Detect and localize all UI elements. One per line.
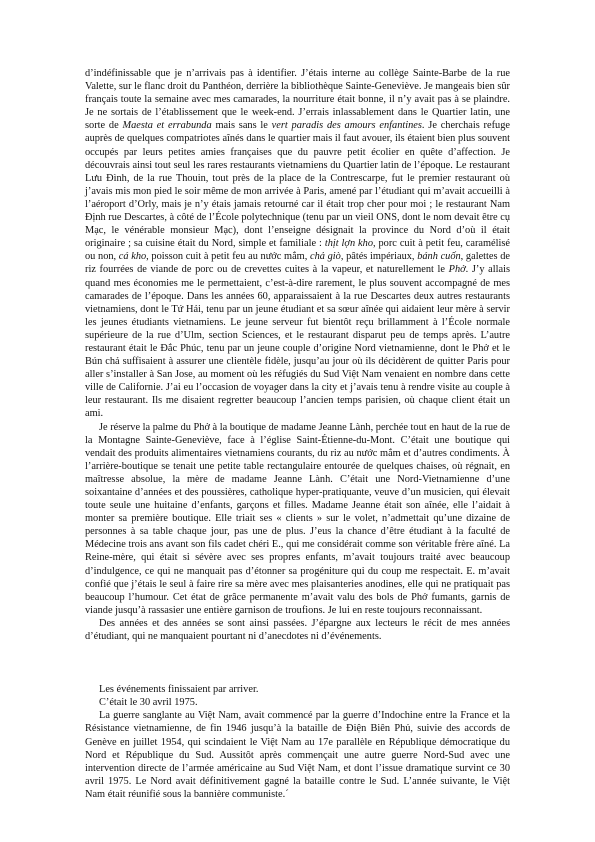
body-text (85, 67, 510, 801)
italic-text: cá kho (118, 251, 147, 263)
text-run: Je réserve la palme du Phở à la boutique de madame Jeanne Lành, perchée tout en haut de la rue de la Montagne Sainte-Geneviève, face à l’église Saint-Étienne-du-Mont. C’était une boutique qui vendait des produits alimentaires vietnamiens courants, du riz au nước mắm et d’autres condiments. À l’arrière-boutique se tenait une petite table rectangulaire entourée de quelques chaises, où régnait, en maîtresse absolue, la mère de madame Jeanne Lành. C’était une Nord-Vietnamienne d’une soixantaine d’années et des poussières, catholique hyper-pratiquante, veuve d’un musicien, qui élevait toute seule une huitaine d’enfants, garçons et filles. Madame Jeanne était son aînée, elle l’aidait à monter sa première boutique. Elle triait ses « clients » sur le volet, n’admettait qu’une dizaine de personnes à sa table chaque jour, pas une de plus. J’eus la chance d’être étudiant à la faculté de Médecine trois ans avant son fils cadet chéri E., qui me considérait comme son véritable frère aîné. La Reine-mère, qui était si sévère avec ses propres enfants, m’avait toujours traité avec beaucoup d’indulgence, ce qui ne manquait pas d’étonner sa progéniture qui du coup me respectait. E. m’avait confié que j’étais le seul à faire rire sa mère avec mes plaisanteries anodines, elle qui ne pratiquait pas beaucoup l’humour. Cet état de grâce permanente m’avait valu des bols de Phở fumants, garnis de viande jusqu’à rassasier une entière garnison de troufions. Je lui en reste toujours reconnaissant. (85, 421, 510, 616)
paragraph-p4 (85, 683, 510, 696)
text-run: La guerre sanglante au Việt Nam, avait commencé par la guerre d’Indochine entre la France et la Résistance vietnamienne, de fin 1946 jusqu’à la bataille de Điện Biên Phủ, suivie des accords de Genève en juillet 1954, qui scindaient le Việt Nam au 17e parallèle en République démocratique du Nord et République du Sud. Aussitôt après commençait une autre guerre Nord-Sud avec une intervention directe de l’armée américaine au Sud Việt Nam, et dont l’issue dramatique survint ce 30 avril 1975. Le Nord avait définitivement gagné la bataille contre le Sud. L’année suivante, le Việt Nam était réunifié sous la bannière communiste.´ (85, 710, 510, 800)
text-run: , pâtés impériaux, (340, 251, 418, 263)
paragraph-p5 (85, 696, 510, 709)
italic-text: bánh cuốn (417, 251, 461, 263)
text-run: mais sans le (211, 120, 272, 132)
paragraph-p1 (85, 67, 510, 421)
paragraph-gap (85, 643, 510, 683)
text-run: , galettes de riz fourrées de viande de porc ou de crevettes cuites à la vapeur, et naturellement le (85, 251, 510, 276)
text-run: C’était le 30 avril 1975. (99, 697, 198, 709)
text-run: . J’y allais quand mes économies me le permettaient, c’est-à-dire rarement, le plus souvent accompagné de mes camarades de l’époque. Dans les années 60, apparaissaient à la rue Descartes deux autres restaurants vietnamiens, dont le Tứ Hải, tenu par un jeune étudiant et sa sœur aînée qui aidaient leur mère à servir les jeunes étudiants vietnamiens. Le jeune serveur fut bientôt reçu brillamment à l’École normale supérieure de la rue d’Ulm, section Sciences, et le restaurant disparut peu de temps après. L’autre restaurant était le Đắc Phúc, tenu par un jeune couple d’origine Nord vietnamienne, dont le Phở et le Bún chả suffisaient à assurer une clientèle fidèle, jusqu’au jour où ils décidèrent de quitter Paris pour aller s’installer à San Jose, au moment où les réfugiés du Sud Việt Nam venaient en nombre dans cette ville de Californie. J’ai eu l’occasion de voyager dans la city et j’avais tenu à rendre visite au couple à leur restaurant. Ils me disaient regretter beaucoup l’ancien temps parisien, où chaque client était un ami. (85, 264, 510, 420)
text-run: , porc cuit à petit feu, caramélisé ou non, (85, 238, 511, 263)
paragraph-p6 (85, 709, 510, 801)
italic-text: Maesta et errabunda (122, 120, 212, 132)
italic-text: chả giò (309, 251, 341, 263)
italic-text: thịt lợn kho (324, 238, 373, 250)
text-run: Les événements finissaient par arriver. (99, 684, 259, 696)
text-run: Des années et des années se sont ainsi passées. J’épargne aux lecteurs le récit de mes années d’étudiant, qui ne manquaient pourtant ni d’anecdotes ni d’événements. (85, 617, 510, 643)
paragraph-p3 (85, 617, 510, 643)
italic-text: Phở (448, 264, 466, 276)
text-run: d’indéfinissable que je n’arrivais pas à identifier. J’étais interne au collège Sainte-Barbe de la rue Valette, sur le flanc droit du Panthéon, derrière la bibliothèque Sainte-Geneviève. Je mangeais bien sûr français toute la semaine avec mes camarades, la nourriture était bonne, il n’y avait pas à se plaindre. Je ne sortais de l’établissement que le week-end. J’errais inlassablement dans le Quartier latin, une sorte de (85, 68, 510, 132)
italic-text: vert paradis des amours enfantines (271, 120, 422, 132)
paragraph-p2 (85, 421, 510, 617)
text-run: , poisson cuit à petit feu au nước mắm, (146, 251, 310, 263)
text-run: . Je cherchais refuge auprès de quelques compatriotes aînés dans le quartier mais il faut avouer, ils étaient bien plus souvent occupés par leurs petites amies françaises que du pauvre petit écolier en quête d’affection. Je découvrais ainsi tout seul les rares restaurants vietnamiens du Quartier latin de l’époque. Le restaurant Lưu Đình, de la rue Thouin, tout près de la place de la Contrescarpe, fut le premier restaurant où j’avais mis mon pied le soir même de mon arrivée à Paris, amené par l’étudiant qui m’avait accueilli à l’aéroport d’Orly, mais je n’y étais jamais retourné car il était trop cher pour moi ; le restaurant Nam Định rue Descartes, à côté de l’École polytechnique (tenu par un vieil ONS, dont le nom devait être cụ Mạc, le vénérable monsieur Mạc), dont l’enseigne désignait la province du Nord d’où il était originaire ; sa cuisine était du Nord, simple et familiale : (85, 120, 510, 250)
